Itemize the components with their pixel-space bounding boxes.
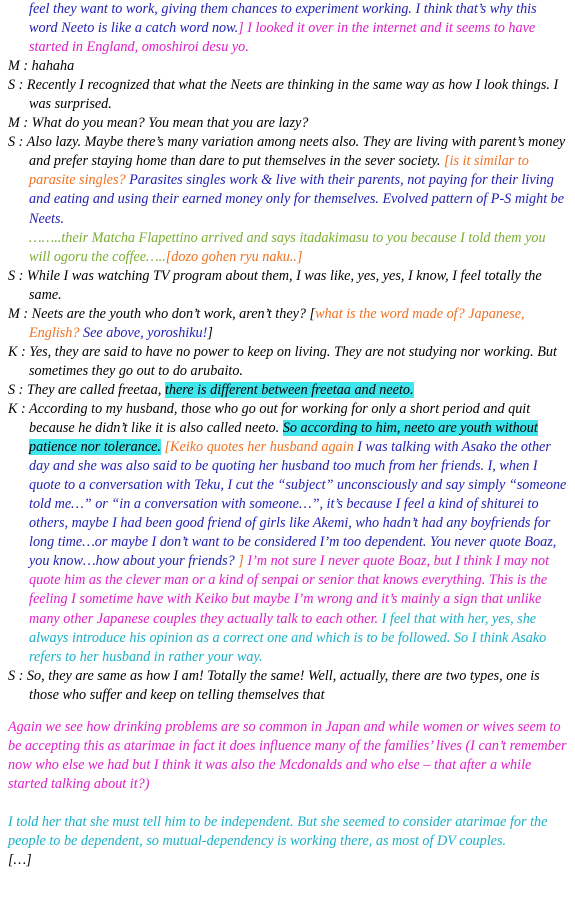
dialogue-turn xyxy=(8,76,567,114)
dialogue-turn-continuation xyxy=(8,229,567,267)
dialogue-turn xyxy=(8,343,567,381)
lead-paragraph xyxy=(8,0,567,57)
text-segment: I’m not sure I never quote Boaz, but I think I may not quote him as the clever man or a kind of senpai or senior that knows everything. This is the feeling I sometime have with Keiko but maybe I’m wrong and it’s mainly a sign that unlike many other Japanese couples they actually talk to each other. xyxy=(29,553,550,627)
text-segment: I feel that with her, yes, she always introduce his opinion as a correct one and which is to be followed. So I think Asako refers to her husband in rather your way. xyxy=(29,610,547,665)
text-segment: M : What do you mean? You mean that you are lazy? xyxy=(8,115,309,132)
text-segment: ] xyxy=(238,553,248,570)
dialogue-turn xyxy=(8,667,567,705)
text-segment: S : So, they are same as how I am! Totally the same! Well, actually, there are two types, one is those who suffer and keep on telling themselves that xyxy=(8,667,540,703)
text-segment: See above, yoroshiku! xyxy=(83,324,208,341)
dialogue-turn xyxy=(8,305,567,343)
dialogue-transcript xyxy=(8,57,567,705)
text-segment: [dozo gohen ryu naku..] xyxy=(165,248,303,265)
text-segment: M : Neets are the youth who don’t work, aren’t they? [ xyxy=(8,305,316,322)
text-segment: ] xyxy=(207,324,213,341)
omission-marker: […] xyxy=(8,852,32,869)
text-segment: M : hahaha xyxy=(8,58,75,75)
text-segment: K : According to my husband, those who go out for working for only a short period and quit because he didn’t like it is also called neeto. xyxy=(8,400,531,437)
text-segment: S : Also lazy. Maybe there’s many variation among neets also. They are living with parent’s money and prefer staying home than dare to put themselves in the sever society. xyxy=(8,134,566,170)
text-segment: [is it similar to parasite singles? xyxy=(29,153,529,189)
text-segment: S : Recently I recognized that what the Neets are thinking in the same way as how I look things. I was surprised. xyxy=(8,77,559,113)
highlighted-text: there is different between freetaa and neeto. xyxy=(164,381,414,398)
dialogue-turn xyxy=(8,381,567,400)
text-segment: K : Yes, they are said to have no power to keep on living. They are not studying nor working. But sometimes they go out to do arubaito. xyxy=(8,343,557,379)
text-segment: Parasites singles work & live with their parents, not paying for their living and eating and using their earned money only for themselves. Evolved pattern of P-S might be Neets. xyxy=(29,172,565,227)
text-segment: feel they want to work, giving them chances to experiment working. I think that’s why this word Neeto is like a catch word now. xyxy=(29,1,537,37)
commentary-notes xyxy=(8,718,567,851)
note-paragraph: Again we see how drinking problems are so common in Japan and while women or wives seem to be accepting this as atarimae in fact it does influence many of the families’ lives (I can’t remember now who else we had but I think it was also the Mcdonalds and who else – that after a while started talking about it?) xyxy=(8,718,567,792)
dialogue-turn xyxy=(8,400,567,667)
dialogue-turn xyxy=(8,133,567,228)
text-segment: what is the word made of? Japanese, English? xyxy=(29,305,525,341)
dialogue-turn xyxy=(8,114,567,133)
text-segment: ] I looked it over in the internet and it seems to have started in England, omoshiroi desu yo. xyxy=(29,20,536,56)
dialogue-turn xyxy=(8,267,567,305)
highlighted-text: So according to him, neeto are youth without patience nor tolerance. xyxy=(29,420,538,456)
text-segment: [Keiko quotes her husband again xyxy=(164,439,358,456)
dialogue-turn xyxy=(8,57,567,76)
note-paragraph: I told her that she must tell him to be independent. But she seemed to consider atarimae for the people to be dependent, so mutual-dependency is working there, as most of DV couples. xyxy=(8,813,548,849)
text-segment: S : They are called freetaa, xyxy=(8,381,165,398)
text-segment: ……..their Matcha Flapettino arrived and says itadakimasu to you because I told them you will ogoru the coffee….. xyxy=(29,229,546,265)
text-segment: S : While I was watching TV program about them, I was like, yes, yes, I know, I feel totally the same. xyxy=(8,267,542,303)
text-segment: I was talking with Asako the other day and she was also said to be quoting her husband too much from her friends. I, when I quote to a conversation with Teku, I cut the “subject” unconsciously and say simply “someone told me…” or “in a conversation with someone…”, it’s because I feel a kind of shiturei to others, maybe I had been good friend of girls like Akemi, who hadn’t had any boyfriends for long time…or maybe I don’t want to be considered I’m too dependent. You never quote Boaz, you know…how about your friends? xyxy=(29,439,567,570)
